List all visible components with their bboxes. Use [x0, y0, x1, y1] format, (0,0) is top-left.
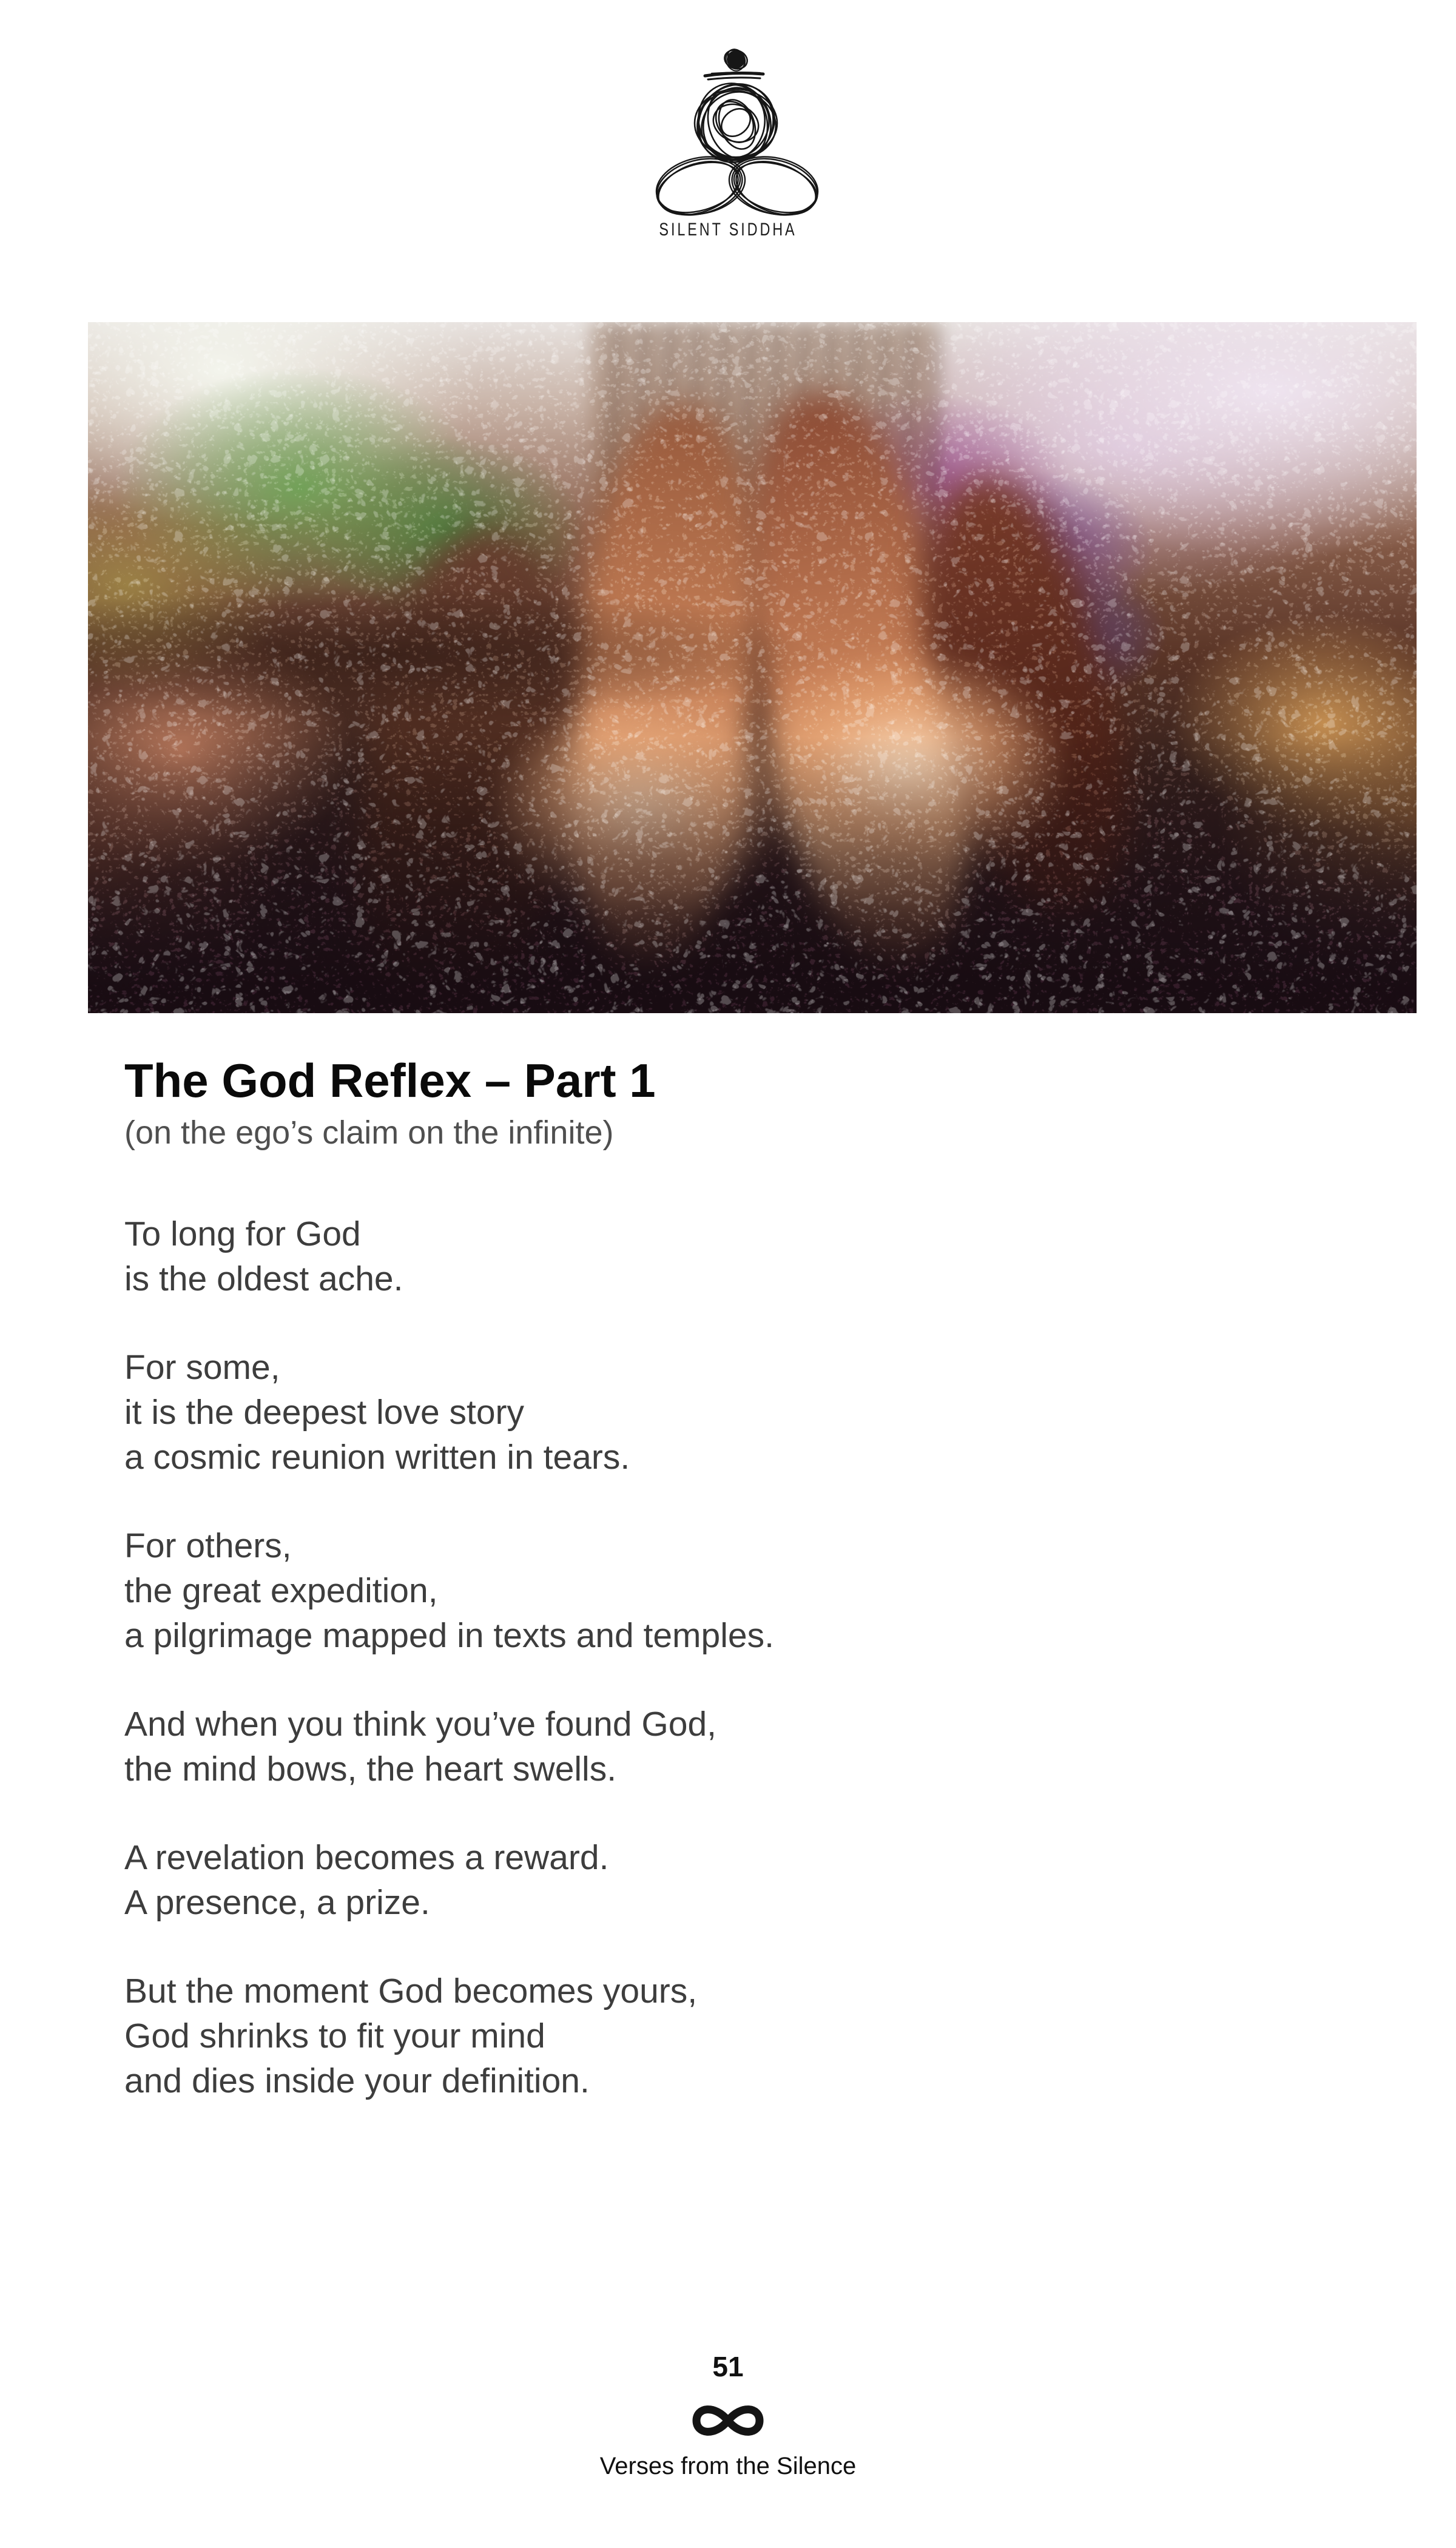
stanza-4 — [124, 1702, 1338, 1791]
poem-line: it is the deepest love story — [124, 1393, 525, 1432]
photo-grain-texture — [88, 322, 1417, 1013]
poem-line: For some, — [124, 1348, 280, 1387]
poem-line: And when you think you’ve found God, — [124, 1705, 716, 1744]
stanza-3 — [124, 1523, 1338, 1658]
poem — [124, 1054, 1338, 2147]
poem-line: and dies inside your definition. — [124, 2061, 590, 2100]
poem-line: To long for God — [124, 1215, 361, 1253]
photo-thread-texture — [88, 322, 1417, 1013]
photo-forearm-right — [721, 380, 996, 983]
poem-line: For others, — [124, 1526, 292, 1565]
photo-forearm-left — [560, 400, 772, 977]
infinity-icon — [691, 2399, 765, 2442]
poem-line: a pilgrimage mapped in texts and temples. — [124, 1616, 774, 1655]
poem-line: God shrinks to fit your mind — [124, 2017, 545, 2055]
stanza-1 — [124, 1212, 1338, 1301]
photo-fist-highlight-left — [487, 695, 792, 923]
stanza-2 — [124, 1345, 1338, 1480]
scribble-meditator-infinity-logo-icon — [640, 46, 834, 223]
photo-fist-highlight-right — [739, 647, 1071, 889]
stanza-6 — [124, 1969, 1338, 2103]
photo-arm-streaks — [593, 322, 938, 612]
photo-arm-silhouette-right — [891, 460, 1158, 930]
poem-line: A presence, a prize. — [124, 1883, 430, 1922]
poem-line: A revelation becomes a reward. — [124, 1838, 609, 1877]
photo-arm-silhouette-left — [337, 519, 596, 1013]
poem-subtitle: (on the ego’s claim on the infinite) — [124, 1114, 614, 1151]
poem-line: the mind bows, the heart swells. — [124, 1750, 617, 1788]
page-number: 51 — [712, 2351, 744, 2382]
brand-header — [0, 0, 1456, 291]
poem-line: the great expedition, — [124, 1571, 438, 1610]
stanza-5 — [124, 1835, 1338, 1925]
photo-vignette-shadow — [88, 322, 1417, 1013]
poem-illustration-photo — [88, 322, 1417, 1013]
poem-line: But the moment God becomes yours, — [124, 1972, 698, 2010]
brand-name: SILENT SIDDHA — [659, 220, 797, 240]
page-footer — [0, 2351, 1456, 2480]
poem-title: The God Reflex – Part 1 — [124, 1054, 656, 1107]
poem-line: a cosmic reunion written in tears. — [124, 1438, 630, 1477]
poem-line: is the oldest ache. — [124, 1259, 403, 1298]
photo-background-gradients — [88, 322, 1417, 1013]
book-title: Verses from the Silence — [599, 2453, 857, 2479]
